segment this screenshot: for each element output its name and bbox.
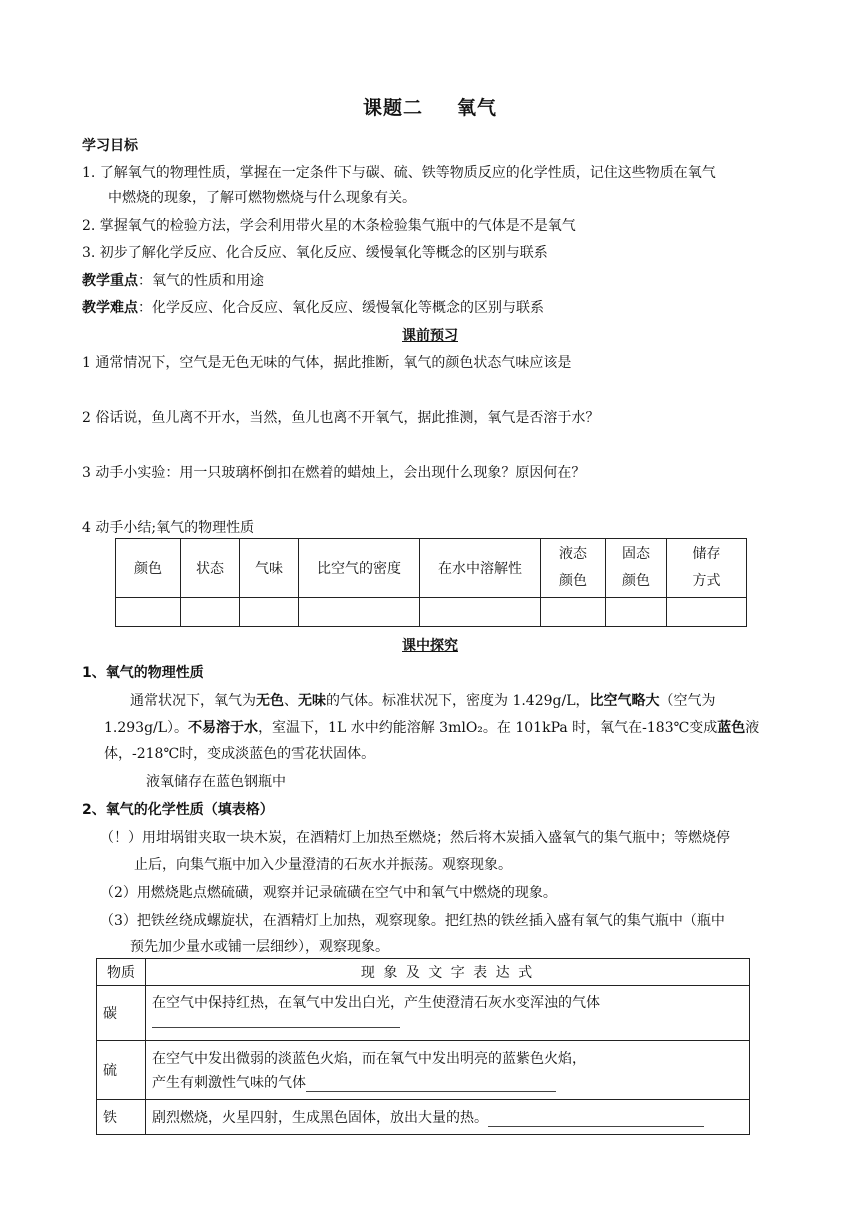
phenomena-iron <box>146 1100 750 1135</box>
experiment-3-line-2: 预先加少量水或铺一层细纱），观察现象。 <box>130 939 389 955</box>
table-row <box>116 598 747 627</box>
answer-blank[interactable] <box>152 1013 400 1028</box>
header-cell: 比空气的密度 <box>299 539 420 598</box>
section-chemical-heading: 2、氧气的化学性质（填表格） <box>82 802 274 818</box>
chemical-properties-table <box>96 958 750 1135</box>
header-phenomena: 现 象 及 文 字 表 达 式 <box>146 959 750 986</box>
objectives-heading: 学习目标 <box>82 138 138 154</box>
answer-cell[interactable] <box>181 598 240 627</box>
liquid-oxygen-note: 液氧储存在蓝色钢瓶中 <box>146 774 286 790</box>
header-cell: 液态 颜色 <box>541 539 606 598</box>
physical-paragraph-line-1: 通常状况下，氧气为无色、无味的气体。标准状况下，密度为 1.429g/L，比空气略大（空气为 <box>130 693 716 709</box>
answer-cell[interactable] <box>116 598 181 627</box>
answer-cell[interactable] <box>541 598 606 627</box>
header-cell: 颜色 <box>116 539 181 598</box>
header-cell: 状态 <box>181 539 240 598</box>
physical-paragraph-line-3: 体，-218℃时，变成淡蓝色的雪花状固体。 <box>104 746 376 762</box>
page-title <box>0 93 860 120</box>
substance-sulfur: 硫 <box>97 1041 146 1100</box>
phenomena-iron-text: 剧烈燃烧，火星四射，生成黑色固体，放出大量的热。 <box>152 1110 488 1126</box>
preview-heading: 课前预习 <box>402 328 458 344</box>
header-cell: 气味 <box>240 539 299 598</box>
phenomena-sulfur-text-1: 在空气中发出微弱的淡蓝色火焰，而在氧气中发出明亮的蓝紫色火焰， <box>152 1051 586 1067</box>
substance-carbon: 碳 <box>97 986 146 1041</box>
table-row <box>97 986 750 1041</box>
phenomena-carbon-text: 在空气中保持红热，在氧气中发出白光，产生使澄清石灰水变浑浊的气体 <box>152 995 600 1011</box>
objective-3: 3. 初步了解化学反应、化合反应、氧化反应、缓慢氧化等概念的区别与联系 <box>82 245 548 261</box>
physical-paragraph-line-2: 1.293g/L）。不易溶于水，室温下，1L 水中约能溶解 3mlO₂。在 101kPa 时，氧气在-183℃变成蓝色液 <box>104 720 760 736</box>
experiment-1-line-1: （！）用坩埚钳夹取一块木炭，在酒精灯上加热至燃烧；然后将木炭插入盛氧气的集气瓶中；等燃烧停 <box>100 830 730 846</box>
table-header-row <box>97 959 750 986</box>
title-topic: 氧气 <box>457 97 498 119</box>
answer-cell[interactable] <box>240 598 299 627</box>
answer-cell[interactable] <box>667 598 747 627</box>
answer-blank[interactable] <box>488 1112 704 1127</box>
phenomena-sulfur-text-2: 产生有刺激性气味的气体 <box>152 1075 306 1091</box>
objective-2: 2. 掌握氧气的检验方法，学会利用带火星的木条检验集气瓶中的气体是不是氧气 <box>82 218 576 234</box>
table-row <box>97 1041 750 1100</box>
preview-question-2: 2 俗话说，鱼儿离不开水，当然，鱼儿也离不开氧气，据此推测，氧气是否溶于水？ <box>82 410 600 426</box>
objective-1-line-1: 1. 了解氧气的物理性质，掌握在一定条件下与碳、硫、铁等物质反应的化学性质，记住这些物质在氧气 <box>82 165 716 181</box>
phenomena-sulfur <box>146 1041 750 1100</box>
title-lesson: 课题二 <box>362 97 423 119</box>
section-physical-heading: 1、氧气的物理性质 <box>82 665 204 681</box>
phenomena-carbon <box>146 986 750 1041</box>
header-cell: 固态 颜色 <box>606 539 667 598</box>
answer-cell[interactable] <box>299 598 420 627</box>
answer-cell[interactable] <box>606 598 667 627</box>
physical-properties-table <box>115 538 747 627</box>
answer-blank[interactable] <box>306 1077 556 1092</box>
experiment-3-line-1: （3）把铁丝绕成螺旋状，在酒精灯上加热，观察现象。把红热的铁丝插入盛有氧气的集气瓶中（瓶中 <box>100 913 725 929</box>
substance-iron: 铁 <box>97 1100 146 1135</box>
preview-question-1: 1 通常情况下，空气是无色无味的气体，据此推断，氧气的颜色状态气味应该是 <box>82 355 572 371</box>
header-substance: 物质 <box>97 959 146 986</box>
explore-heading: 课中探究 <box>402 638 458 654</box>
difficulty: 教学难点：化学反应、化合反应、氧化反应、缓慢氧化等概念的区别与联系 <box>82 300 544 316</box>
preview-question-3: 3 动手小实验：用一只玻璃杯倒扣在燃着的蜡烛上，会出现什么现象？原因何在？ <box>82 465 586 481</box>
experiment-2: （2）用燃烧匙点燃硫磺，观察并记录硫磺在空气中和氧气中燃烧的现象。 <box>100 885 557 901</box>
key-point: 教学重点：氧气的性质和用途 <box>82 273 264 289</box>
header-cell: 在水中溶解性 <box>420 539 541 598</box>
experiment-1-line-2: 止后，向集气瓶中加入少量澄清的石灰水并振荡。观察现象。 <box>134 857 512 873</box>
table-row <box>97 1100 750 1135</box>
table-header-row <box>116 539 747 598</box>
preview-question-4: 4 动手小结;氧气的物理性质 <box>82 520 255 536</box>
objective-1-line-2: 中燃烧的现象，了解可燃物燃烧与什么现象有关。 <box>108 190 416 206</box>
header-cell: 储存 方式 <box>667 539 747 598</box>
answer-cell[interactable] <box>420 598 541 627</box>
